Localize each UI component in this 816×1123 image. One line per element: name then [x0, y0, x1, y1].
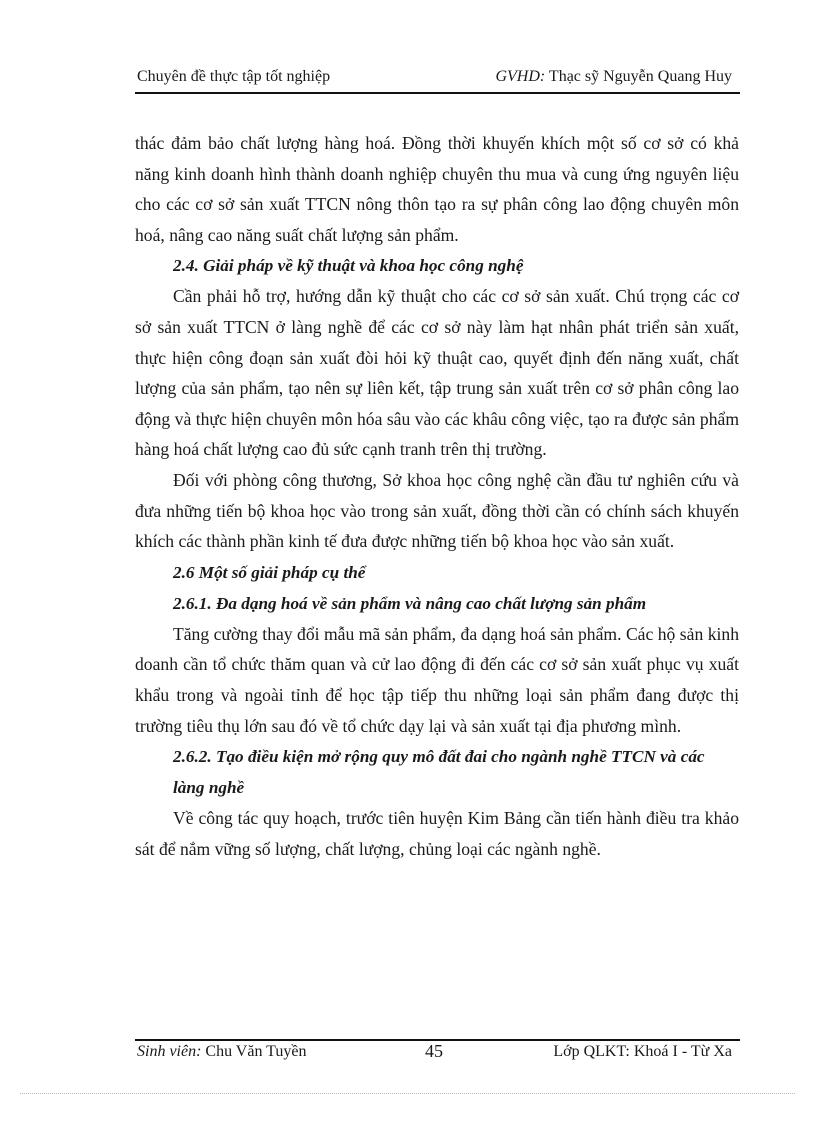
- paragraph-planning: Về công tác quy hoạch, trước tiên huyện Kim Bảng cần tiến hành điều tra khảo sát để nắm vững số lượng, chất lượng, chủng loại các ngành nghề.: [135, 808, 739, 859]
- footer-student: [137, 1043, 306, 1061]
- footer-student-name: Chu Văn Tuyền: [205, 1043, 307, 1060]
- heading-2-4: 2.4. Giải pháp về kỹ thuật và khoa học công nghệ: [173, 256, 524, 276]
- page-number: 45: [425, 1041, 443, 1061]
- heading-2-6: 2.6 Một số giải pháp cụ thể: [173, 562, 366, 582]
- page-header: [135, 68, 740, 92]
- header-rule: [135, 92, 740, 94]
- page-footer: [135, 1043, 740, 1067]
- heading-2-6-1: 2.6.1. Đa dạng hoá về sản phẩm và nâng cao chất lượng sản phẩm: [173, 593, 647, 613]
- page-bottom-dotted-line: [20, 1093, 795, 1094]
- footer-student-label: Sinh viên:: [137, 1043, 202, 1060]
- paragraph-product-diversification: Tăng cường thay đổi mẫu mã sản phẩm, đa dạng hoá sản phẩm. Các hộ sản kinh doanh cần tổ chức thăm quan và cử lao động đi đến các cơ sở sản xuất phục vụ xuất khẩu trong và ngoài tỉnh để học tập tiếp thu những loại sản phẩm đang được thị trường tiêu thụ lớn sau đó về tổ chức dạy lại và sản xuất tại địa phương mình.: [135, 623, 739, 736]
- header-supervisor: [495, 68, 732, 86]
- header-supervisor-label: GVHD:: [495, 68, 546, 85]
- paragraph-continuation: thác đảm bảo chất lượng hàng hoá. Đồng thời khuyến khích một số cơ sở có khả năng kinh doanh hình thành doanh nghiệp chuyên thu mua và cung ứng nguyên liệu cho các cơ sở sản xuất TTCN nông thôn tạo ra sự phân công lao động chuyên môn hoá, nâng cao năng suất chất lượng sản phẩm.: [135, 133, 739, 245]
- page-body: [135, 128, 739, 864]
- footer-class: Lớp QLKT: Khoá I - Từ Xa: [553, 1043, 732, 1060]
- header-document-title: Chuyên đề thực tập tốt nghiệp: [137, 68, 331, 85]
- header-supervisor-name: Thạc sỹ Nguyễn Quang Huy: [548, 68, 732, 85]
- paragraph-science-department: Đối với phòng công thương, Sở khoa học công nghệ cần đầu tư nghiên cứu và đưa những tiến bộ khoa học vào trong sản xuất, đồng thời cần có chính sách khuyến khích các thành phần kinh tế đưa được những tiến bộ khoa học vào sản xuất.: [135, 469, 739, 552]
- heading-2-6-2: 2.6.2. Tạo điều kiện mở rộng quy mô đất đai cho ngành nghề TTCN và các làng nghề: [173, 747, 705, 798]
- paragraph-technical-support: Cần phải hỗ trợ, hướng dẫn kỹ thuật cho các cơ sở sản xuất. Chú trọng các cơ sở sản xuất TTCN ở làng nghề để các cơ sở này làm hạt nhân phát triển sản xuất, thực hiện công đoạn sản xuất đòi hỏi kỹ thuật cao, quyết định đến năng xuất, chất lượng của sản phẩm, tạo nên sự liên kết, tập trung sản xuất trên cơ sở phân công lao động và thực hiện chuyên môn hóa sâu vào các khâu công việc, tạo ra được sản phẩm hàng hoá chất lượng cao đủ sức cạnh tranh trên thị trường.: [135, 286, 739, 460]
